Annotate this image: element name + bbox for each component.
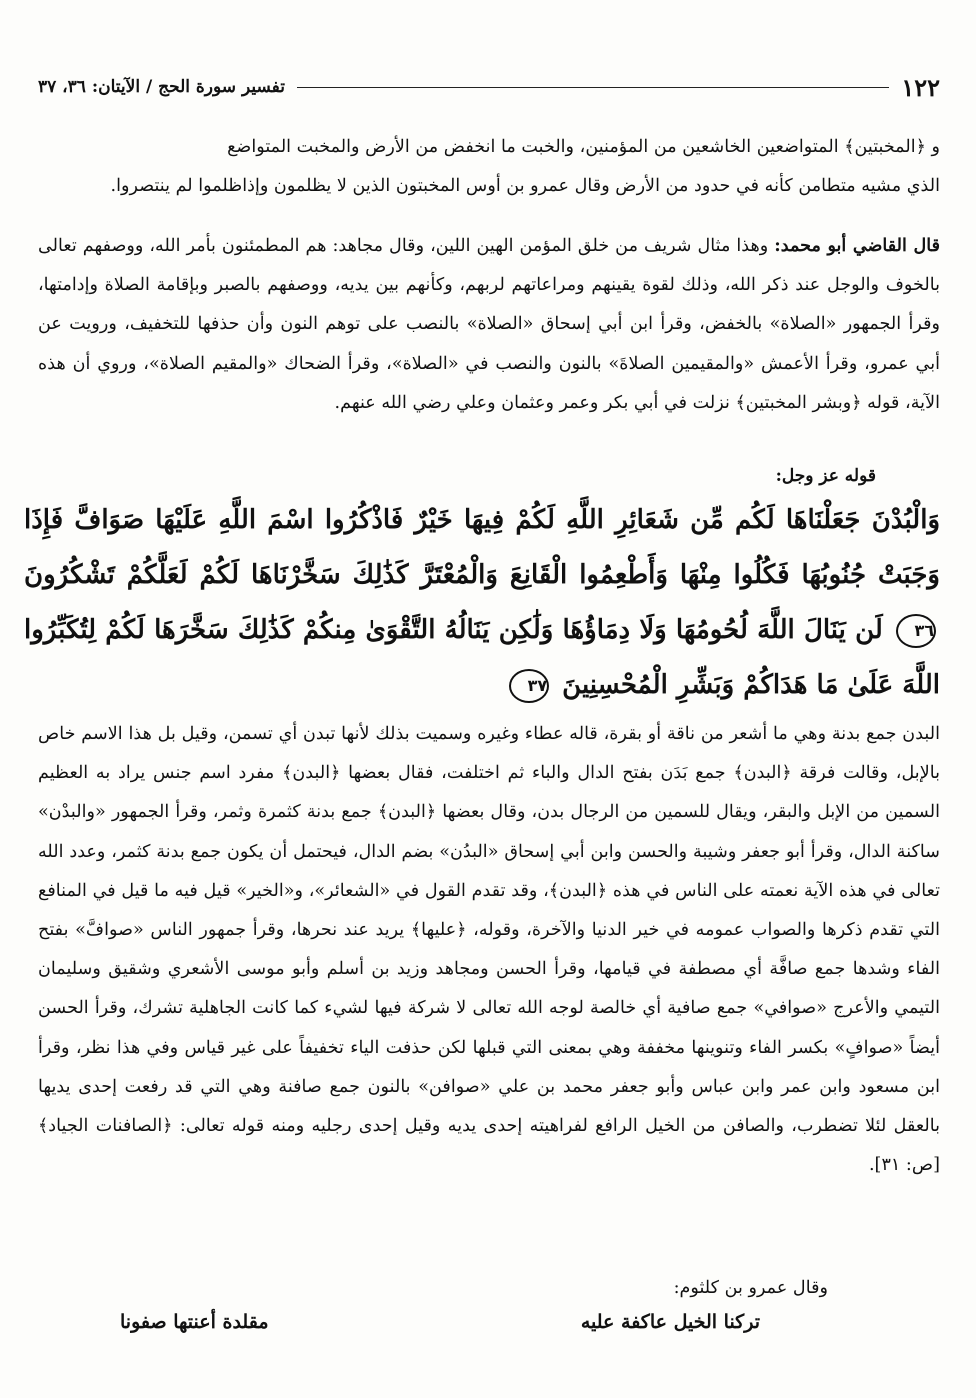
ayah-number-marker: ٣٦ <box>896 614 936 648</box>
paragraph-line: و ﴿المخبتين﴾ المتواضعين الخاشعين من المؤمنين، والخبت ما انخفض من الأرض والمخبت المتواضع <box>227 137 940 157</box>
verse-text: لَن يَنَالَ اللَّهَ لُحُومُهَا وَلَا دِمَاؤُهَا وَلَٰكِن يَنَالُهُ التَّقْوَىٰ مِنكُمْ كَذَٰلِكَ سَخَّرَهَا لَكُمْ لِتُكَبِّرُوا اللَّهَ عَلَىٰ مَا هَدَاكُمْ وَبَشِّرِ الْمُحْسِنِينَ <box>24 615 940 700</box>
paragraph-line: الذي مشيه متطامن كأنه في حدود من الأرض وقال عمرو بن أوس المخبتون الذين لا يظلمون وإذاظلموا لم ينتصروا. <box>110 176 940 197</box>
page-header <box>38 70 940 104</box>
paragraph-text: البدن جمع بدنة وهي ما أشعر من ناقة أو بقرة، قاله عطاء وغيره وسميت بذلك لأنها تبدن أي تسمن، وقيل بل هذا الاسم خاص بالإبل، وقالت فرقة ﴿البدن﴾ جمع بَدَن بفتح الدال والباء ثم اختلفت، فقال بعضها ﴿البدن﴾ مفرد اسم جنس يراد به العظيم السمين من الإبل والبقر، ويقال للسمين من الرجال بدن، وقال بعضها ﴿البدن﴾ جمع بدنة كثمرة وثمر، وقرأ الجمهور «والبدْن» ساكنة الدال، وقرأ أبو جعفر وشيبة والحسن وابن أبي إسحاق «البدُن» بضم الدال، فيحتمل أن يكون جمع بدنة كثمر، وعدد الله تعالى في هذه الآية نعمته على الناس في هذه ﴿البدن﴾، وقد تقدم القول في «الشعائر»، و«الخير» قيل فيه ما قيل في المنافع التي تقدم ذكرها والصواب عمومه في خير الدنيا والآخرة، وقوله، ﴿عليها﴾ يريد عند نحرها، وقرأ جمهور الناس «صوافَّ» بفتح الفاء وشدها جمع صافَّة أي مصطفة في قيامها، وقرأ الحسن ومجاهد وزيد بن أسلم وأبو موسى الأشعري وشقيق وسليمان التيمي والأعرج «صوافي» جمع صافية أي خالصة لوجه الله تعالى لا شركة فيها لشيء كما كانت الجاهلية تشرك، وقرأ الحسن أيضاً «صوافٍ» بكسر الفاء وتنوينها مخففة وهي بمعنى التي قبلها لكن حذفت الياء تخفيفاً على غير قياس وفي هذا نظر، وقرأ ابن مسعود وابن عمر وابن عباس وأبو جعفر محمد بن علي «صوافن» بالنون جمع صافنة وهي التي قد رفعت إحدى يديها بالعقل لئلا تضطرب، والصافن من الخيل الرافع لفراهيته إحدى يديه وقيل إحدى رجليه ومنه قوله تعالى: ﴿الصافنات الجياد﴾ [ص: ٣١]. <box>38 724 940 1176</box>
verse-text: وَالْبُدْنَ جَعَلْنَاهَا لَكُم مِّن شَعَائِرِ اللَّهِ لَكُمْ فِيهَا خَيْرٌ فَاذْكُرُوا اسْمَ اللَّهِ عَلَيْهَا صَوَافَّ فَإِذَا وَجَبَتْ جُنُوبُهَا فَكُلُوا مِنْهَا وَأَطْعِمُوا الْقَانِعَ وَالْمُعْتَرَّ كَذَٰلِكَ سَخَّرْنَاهَا لَكُمْ لَعَلَّكُمْ تَشْكُرُونَ <box>24 505 940 590</box>
paragraph-qadi <box>38 226 940 423</box>
ayah-number-marker: ٣٧ <box>509 669 549 703</box>
verse-intro: قوله عز وجل: <box>775 466 876 486</box>
running-title: تفسير سورة الحج / الآيتان: ٣٦، ٣٧ <box>38 77 285 97</box>
page-number: ١٢٢ <box>901 72 940 102</box>
poem-hemistich: تركنا الخيل عاكفة عليه <box>580 1311 760 1333</box>
poem-verse <box>120 1302 760 1342</box>
paragraph-lead: قال القاضي أبو محمد: <box>774 235 940 256</box>
poem-attribution: وقال عمرو بن كلثوم: <box>673 1278 828 1298</box>
paragraph-mukhbitin <box>38 128 940 206</box>
paragraph-budn <box>38 715 940 1185</box>
quran-verse <box>24 493 940 713</box>
poem-hemistich: مقلدة أعنتها صفونا <box>120 1311 269 1333</box>
paragraph-text: وهذا مثال شريف من خلق المؤمن الهين اللين، وقال مجاهد: هم المطمئنون بأمر الله، ووصفهم تعالى بالخوف والوجل عند ذكر الله، وذلك لقوة يقينهم ومراعاتهم لربهم، وكأنهم بين يديه، ووصفهم بالصبر وبإقامة الصلاة وإدامتها، وقرأ الجمهور «الصلاة» بالخفض، وقرأ ابن أبي إسحاق «الصلاة» بالنصب على توهم النون وأن حذفها للتخفيف، ورويت عن أبي عمرو، وقرأ الأعمش «والمقيمين الصلاةَ» بالنون والنصب في «الصلاة»، وقرأ الضحاك «والمقيم الصلاة»، وروي أن هذه الآية، قوله ﴿وبشر المخبتين﴾ نزلت في أبي بكر وعمر وعثمان وعلي رضي الله عنهم. <box>38 236 940 413</box>
header-rule <box>297 87 889 88</box>
